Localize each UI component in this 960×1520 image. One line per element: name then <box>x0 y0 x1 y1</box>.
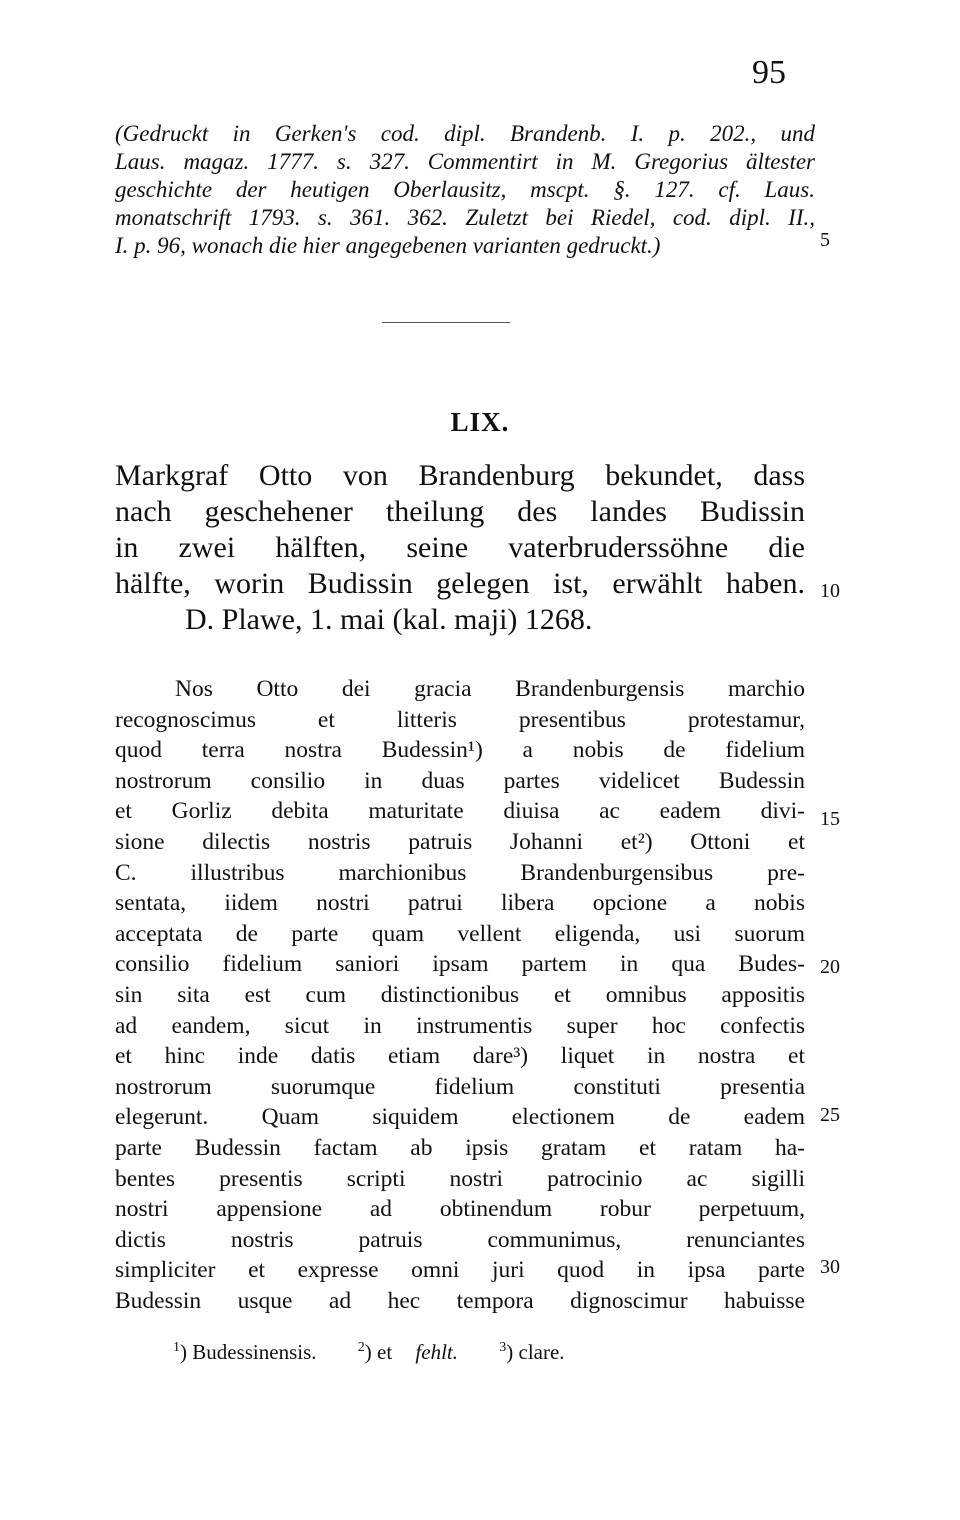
source-note-line: I. p. 96, wonach die hier angegebenen varianten gedruckt.) <box>115 233 661 258</box>
body-line: sione dilectis nostris patruis Johanni et²) Ottoni et <box>115 828 805 855</box>
body-line: bentes presentis scripti nostri patrocinio ac sigilli <box>115 1165 805 1192</box>
body-line: recognoscimus et litteris presentibus protestamur, <box>115 706 805 733</box>
body-line: elegerunt. Quam siquidem electionem de eadem <box>115 1104 805 1131</box>
body-line: quod terra nostra Budessin¹) a nobis de fidelium <box>115 737 805 764</box>
heading-line: nach geschehener theilung des landes Budissin <box>115 495 805 528</box>
footnote-1: $^1$) Budessinensis. <box>173 1340 317 1364</box>
body-line: simpliciter et expresse omni juri quod in ipsa parte <box>115 1257 805 1284</box>
footnote-text: et <box>377 1340 393 1364</box>
footnote-2: $^2$) et fehlt. <box>357 1340 458 1364</box>
line-number-25: 25 <box>820 1104 840 1126</box>
source-note-line: (Gedruckt in Gerken's cod. dipl. Brandenb. I. p. 202., und <box>115 121 815 146</box>
body-line: C. illustribus marchionibus Brandenburgensibus pre- <box>115 859 805 886</box>
body-line: acceptata de parte quam vellent eligenda, usi suorum <box>115 920 805 947</box>
body-line: nostrorum consilio in duas partes videlicet Budessin <box>115 767 805 794</box>
footnote-marker: 3 <box>499 1340 507 1355</box>
line-number-10: 10 <box>820 580 840 602</box>
source-note-line: monatschrift 1793. s. 361. 362. Zuletzt bei Riedel, cod. dipl. II., <box>115 205 815 230</box>
body-line: ad eandem, sicut in instrumentis super hoc confectis <box>115 1012 805 1039</box>
footnote-3: $^3$) clare. <box>499 1340 565 1364</box>
body-line: nostri appensione ad obtinendum robur perpetuum, <box>115 1196 805 1223</box>
body-line: sentata, iidem nostri patrui libera opcione a nobis <box>115 890 805 917</box>
page-number: 95 <box>752 54 786 91</box>
body-line: nostrorum suorumque fidelium constituti presentia <box>115 1073 805 1100</box>
heading-line: in zwei hälften, seine vaterbruderssöhne die <box>115 531 805 564</box>
footnote-marker: 2 <box>357 1340 365 1355</box>
line-number-20: 20 <box>820 956 840 978</box>
footnote-marker: 1 <box>173 1340 180 1355</box>
heading-line: Markgraf Otto von Brandenburg bekundet, dass <box>115 459 805 492</box>
line-number-15: 15 <box>820 808 840 830</box>
body-line: et hinc inde datis etiam dare³) liquet in nostra et <box>115 1043 805 1070</box>
source-note <box>115 120 815 260</box>
body-line: dictis nostris patruis communimus, renunciantes <box>115 1226 805 1253</box>
footnote-text: clare. <box>518 1340 565 1364</box>
document-number: LIX. <box>450 407 510 437</box>
source-note-line: Laus. magaz. 1777. s. 327. Commentirt in M. Gregorius ältester <box>115 149 815 174</box>
document-heading <box>115 458 805 638</box>
body-line: parte Budessin factam ab ipsis gratam et ratam ha- <box>115 1134 805 1161</box>
line-number-30: 30 <box>820 1256 840 1278</box>
footnote-text: Budessinensis. <box>192 1340 317 1364</box>
body-line: Nos Otto dei gracia Brandenburgensis marchio <box>175 676 805 702</box>
body-line: Budessin usque ad hec tempora dignoscimur habuisse <box>115 1287 805 1314</box>
footnote-emphasis: fehlt. <box>415 1340 458 1364</box>
footnotes <box>173 1340 601 1365</box>
charter-text <box>115 674 805 1316</box>
heading-line: hälfte, worin Budissin gelegen ist, erwählt haben. <box>115 567 805 600</box>
heading-date-line: D. Plawe, 1. mai (kal. maji) 1268. <box>185 603 593 636</box>
body-line: et Gorliz debita maturitate diuisa ac eadem divi- <box>115 798 805 825</box>
line-number-5: 5 <box>820 229 830 251</box>
body-line: sin sita est cum distinctionibus et omnibus appositis <box>115 981 805 1008</box>
source-note-line: geschichte der heutigen Oberlausitz, mscpt. §. 127. cf. Laus. <box>115 177 815 202</box>
body-line: consilio fidelium saniori ipsam partem in qua Budes- <box>115 951 805 978</box>
divider <box>382 322 510 323</box>
